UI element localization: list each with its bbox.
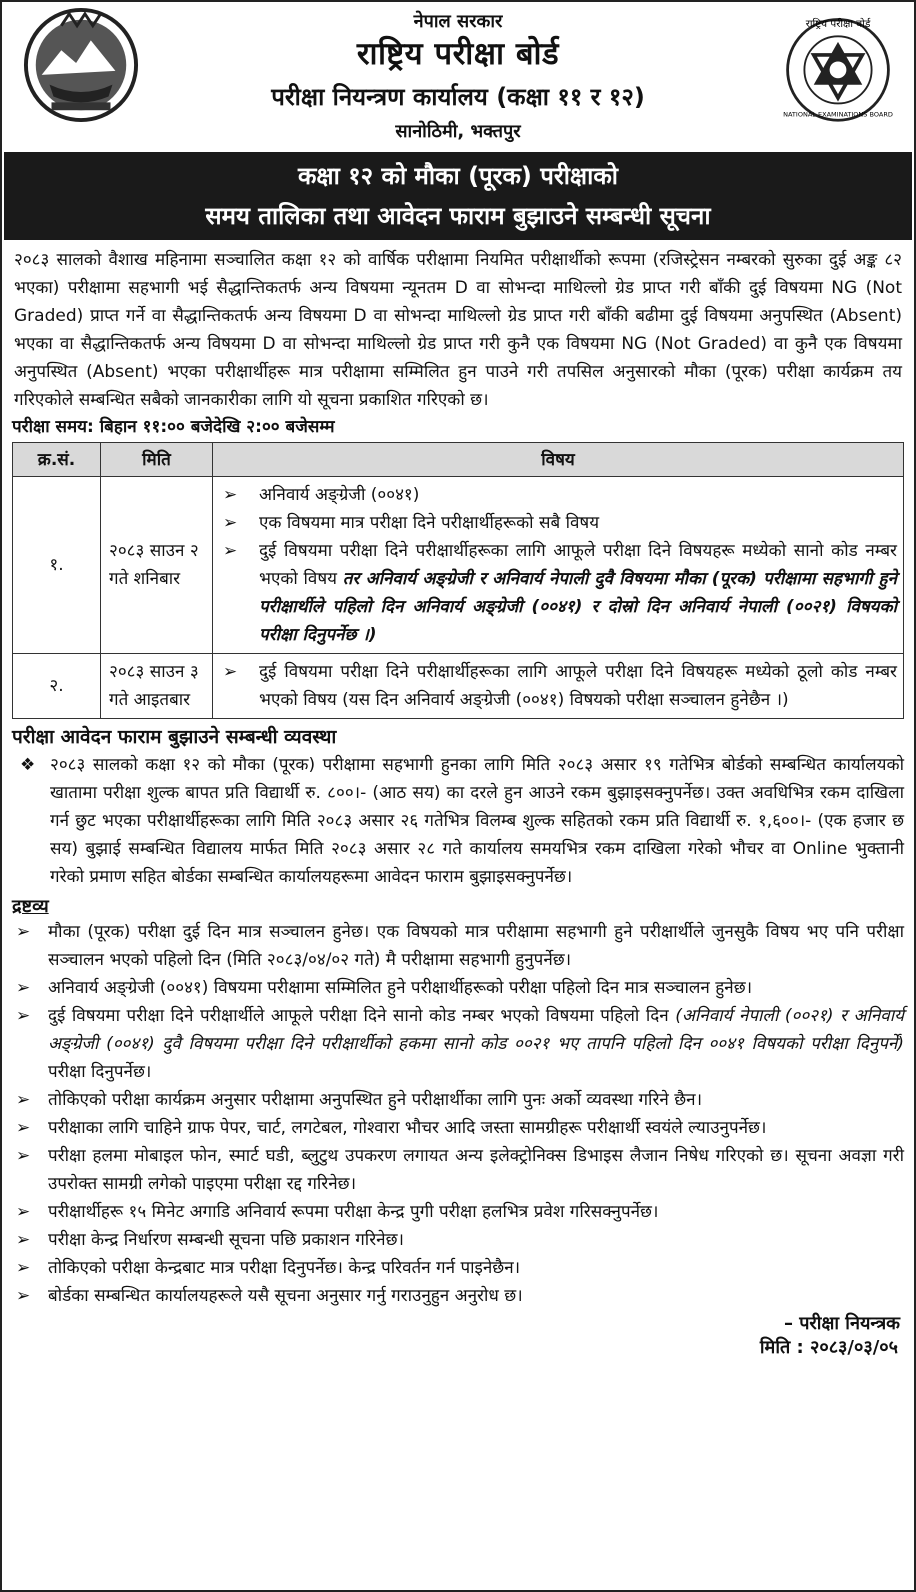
list-item: ➢ तोकिएको परीक्षा केन्द्रबाट मात्र परीक्षा दिनुपर्नेछ। केन्द्र परिवर्तन गर्न पाइनेछैन। [12, 1254, 904, 1282]
row-sn: १. [13, 477, 101, 654]
exam-time: परीक्षा समय: बिहान ११:०० बजेदेखि २:०० बजेसम्म [12, 417, 335, 437]
list-item: ➢ परीक्षाका लागि चाहिने ग्राफ पेपर, चार्ट, लगटेबल, गोश्वारा भौचर आदि जस्ता सामग्रीहरू परीक्षार्थी स्वयंले ल्याउनुपर्नेछ। [12, 1114, 904, 1142]
arrow-bullet-icon: ➢ [16, 1230, 31, 1251]
col-sn: क्र.सं. [13, 443, 101, 477]
title-banner [4, 152, 912, 240]
government-name: नेपाल सरकार [413, 11, 503, 32]
col-date: मिति [101, 443, 213, 477]
list-item: ➢ दुई विषयमा परीक्षा दिने परीक्षार्थीले आफूले परीक्षा दिने सानो कोड नम्बर भएको विषयमा पहिलो दिन (अनिवार्य नेपाली (००२१) र अनिवार्य अङ्ग्रेजी (००४१) दुवै विषयमा परीक्षा दिने परीक्षार्थीको हकमा सानो कोड ००२१ भए तापनि पहिलो दिन ००४१ विषयको परीक्षा दिनुपर्ने) परीक्षा दिनुपर्नेछ। [12, 1002, 904, 1086]
row-sn: २. [13, 654, 101, 719]
list-item: ➢ दुई विषयमा परीक्षा दिने परीक्षार्थीहरूका लागि आफूले परीक्षा दिने विषयहरू मध्येको ठूलो कोड नम्बर भएको विषय (यस दिन अनिवार्य अङ्ग्रेजी (००४१) विषयको परीक्षा सञ्चालन हुनेछैन ।) [219, 658, 897, 714]
list-item: ➢ परीक्षार्थीहरू १५ मिनेट अगाडि अनिवार्य रूपमा परीक्षा केन्द्र पुगी परीक्षा हलभित्र प्रवेश गरिसक्नुपर्नेछ। [12, 1198, 904, 1226]
board-name: राष्ट्रिय परीक्षा बोर्ड [356, 36, 560, 72]
arrow-bullet-icon: ➢ [16, 1286, 31, 1307]
arrow-bullet-icon: ➢ [223, 662, 238, 683]
arrow-bullet-icon: ➢ [223, 485, 238, 506]
row-subjects [213, 477, 904, 654]
diamond-bullet-icon: ❖ [20, 754, 36, 775]
list-item: ➢ अनिवार्य अङ्ग्रेजी (००४१) [219, 481, 897, 509]
arrow-bullet-icon: ➢ [16, 1118, 31, 1139]
arrow-bullet-icon: ➢ [223, 513, 238, 534]
banner-line-1: कक्षा १२ को मौका (पूरक) परीक्षाको [297, 162, 618, 190]
office-address: सानोठिमी, भक्तपुर [395, 121, 521, 142]
arrow-bullet-icon: ➢ [16, 1090, 31, 1111]
office-name: परीक्षा नियन्त्रण कार्यालय (कक्षा ११ र १२) [271, 83, 645, 111]
italic-text: (अनिवार्य नेपाली (००२१) र अनिवार्य अङ्ग्रेजी (००४१) दुवै विषयमा परीक्षा दिने परीक्षार्थीको हकमा सानो कोड ००२१ भए तापनि पहिलो दिन ००४१ विषयको परीक्षा दिनुपर्ने) [48, 1006, 904, 1055]
arrow-bullet-icon: ➢ [16, 1146, 31, 1167]
application-item: ❖ २०८३ सालको कक्षा १२ को मौका (पूरक) परीक्षामा सहभागी हुनका लागि मिति २०८३ असार १९ गतेभित्र बोर्डको सम्बन्धित कार्यालयको खातामा परीक्षा शुल्क बापत प्रति विद्यार्थी रु. ८००।- (आठ सय) का दरले हुन आउने रकम बुझाइसक्नुपर्नेछ। उक्त अवधिभित्र रकम दाखिला गर्न छुट भएका परीक्षार्थीहरूका लागि मिति २०८३ असार २६ गतेभित्र विलम्ब शुल्क सहितको रकम प्रति विद्यार्थी रु. १,६००।- (एक हजार छ सय) बुझाई सम्बन्धित विद्यालय मार्फत मिति २०८३ असार २८ गते कार्यालय समयभित्र रकम दाखिला गरेको भौचर वा Online भुक्तानी गरेको प्रमाण सहित बोर्डका सम्बन्धित कार्यालयहरूमा आवेदन फाराम बुझाइसक्नुपर्नेछ। [12, 751, 904, 891]
seal-bottom-text: NATIONAL EXAMINATIONS BOARD [783, 110, 893, 119]
notes-heading: द्रष्टव्य [12, 895, 49, 917]
schedule-table [12, 442, 904, 719]
table-row [13, 654, 904, 719]
arrow-bullet-icon: ➢ [16, 978, 31, 999]
table-header-row [13, 443, 904, 477]
emphasis-text: तर अनिवार्य अङ्ग्रेजी र अनिवार्य नेपाली दुवै विषयमा मौका (पूरक) परीक्षामा सहभागी हुने परीक्षार्थीले पहिलो दिन अनिवार्य अङ्ग्रेजी (००४१) र दोस्रो दिन अनिवार्य नेपाली (००२१) विषयको परीक्षा दिनुपर्नेछ ।) [259, 569, 897, 646]
neb-seal-logo [782, 12, 894, 124]
header [12, 2, 904, 152]
table-row [13, 477, 904, 654]
arrow-bullet-icon: ➢ [223, 541, 238, 562]
row-date: २०८३ साउन ३ गते आइतबार [101, 654, 213, 719]
list-item: ➢ परीक्षा केन्द्र निर्धारण सम्बन्धी सूचना पछि प्रकाशन गरिनेछ। [12, 1226, 904, 1254]
list-item: ➢ एक विषयमा मात्र परीक्षा दिने परीक्षार्थीहरूको सबै विषय [219, 509, 897, 537]
seal-top-text: राष्ट्रिय परीक्षा बोर्ड [805, 17, 871, 30]
list-item: ➢ अनिवार्य अङ्ग्रेजी (००४१) विषयमा परीक्षामा सम्मिलित हुने परीक्षार्थीहरूको परीक्षा पहिलो दिन मात्र सञ्चालन हुनेछ। [12, 974, 904, 1002]
list-item: ➢ मौका (पूरक) परीक्षा दुई दिन मात्र सञ्चालन हुनेछ। एक विषयको मात्र परीक्षामा सहभागी हुने परीक्षार्थीले जुनसुकै विषय भए पनि परीक्षा सञ्चालन भएको पहिलो दिन (मिति २०८३/०४/०२ गते) मै परीक्षामा सहभागी हुनुपर्नेछ। [12, 918, 904, 974]
col-subject: विषय [213, 443, 904, 477]
signatory: – परीक्षा नियन्त्रक [783, 1313, 900, 1335]
arrow-bullet-icon: ➢ [16, 922, 31, 943]
list-item: ➢ परीक्षा हलमा मोबाइल फोन, स्मार्ट घडी, ब्लुटुथ उपकरण लगायत अन्य इलेक्ट्रोनिक्स डिभाइस लैजान निषेध गरिएको छ। सूचना अवज्ञा गरी उपरोक्त सामग्री लगेको पाइएमा परीक्षा रद्द गरिनेछ। [12, 1142, 904, 1198]
arrow-bullet-icon: ➢ [16, 1202, 31, 1223]
banner-line-2: समय तालिका तथा आवेदन फाराम बुझाउने सम्बन्धी सूचना [205, 202, 711, 230]
list-item: ➢ बोर्डका सम्बन्धित कार्यालयहरूले यसै सूचना अनुसार गर्नु गराउनुहुन अनुरोध छ। [12, 1282, 904, 1310]
list-item: ➢ दुई विषयमा परीक्षा दिने परीक्षार्थीहरूका लागि आफूले परीक्षा दिने विषयहरू मध्येको सानो कोड नम्बर भएको विषय तर अनिवार्य अङ्ग्रेजी र अनिवार्य नेपाली दुवै विषयमा मौका (पूरक) परीक्षामा सहभागी हुने परीक्षार्थीले पहिलो दिन अनिवार्य अङ्ग्रेजी (००४१) र दोस्रो दिन अनिवार्य नेपाली (००२१) विषयको परीक्षा दिनुपर्नेछ ।) [219, 537, 897, 649]
arrow-bullet-icon: ➢ [16, 1006, 31, 1027]
row-date: २०८३ साउन २ गते शनिबार [101, 477, 213, 654]
application-heading: परीक्षा आवेदन फाराम बुझाउने सम्बन्धी व्यवस्था [12, 726, 337, 749]
intro-paragraph: २०८३ सालको वैशाख महिनामा सञ्चालित कक्षा १२ को वार्षिक परीक्षामा नियमित परीक्षार्थीको रूपमा (रजिस्ट्रेसन नम्बरको सुरुका दुई अङ्क ८२ भएका) परीक्षामा सहभागी भई सैद्धान्तिकतर्फ अन्य विषयमा न्यूनतम D वा सोभन्दा माथिल्लो ग्रेड प्राप्त गरी बाँकी दुई विषयमा NG (Not Graded) प्राप्त गर्ने वा सैद्धान्तिकतर्फ अन्य विषयमा D वा सोभन्दा माथिल्लो ग्रेड प्राप्त गरी बाँकी बढीमा दुई विषयमा अनुपस्थित (Absent) भएका वा सैद्धान्तिकतर्फ अन्य विषयमा D वा सोभन्दा माथिल्लो ग्रेड प्राप्त गरी कुनै एक विषयमा NG (Not Graded) वा कुनै एक विषयमा अनुपस्थित (Absent) भएका परीक्षार्थीहरू मात्र परीक्षामा सम्मिलित हुन पाउने गरी तपसिल अनुसारको मौका (पूरक) परीक्षा कार्यक्रम तय गरिएकोले सम्बन्धित सबैको जानकारीका लागि यो सूचना प्रकाशित गरिएको छ। [14, 250, 902, 410]
row-subjects [213, 654, 904, 719]
notes-list [12, 918, 904, 1310]
list-item: ➢ तोकिएको परीक्षा कार्यक्रम अनुसार परीक्षामा अनुपस्थित हुने परीक्षार्थीका लागि पुनः अर्को व्यवस्था गरिने छैन। [12, 1086, 904, 1114]
arrow-bullet-icon: ➢ [16, 1258, 31, 1279]
issue-date: मिति : २०८३/०३/०५ [759, 1337, 898, 1359]
